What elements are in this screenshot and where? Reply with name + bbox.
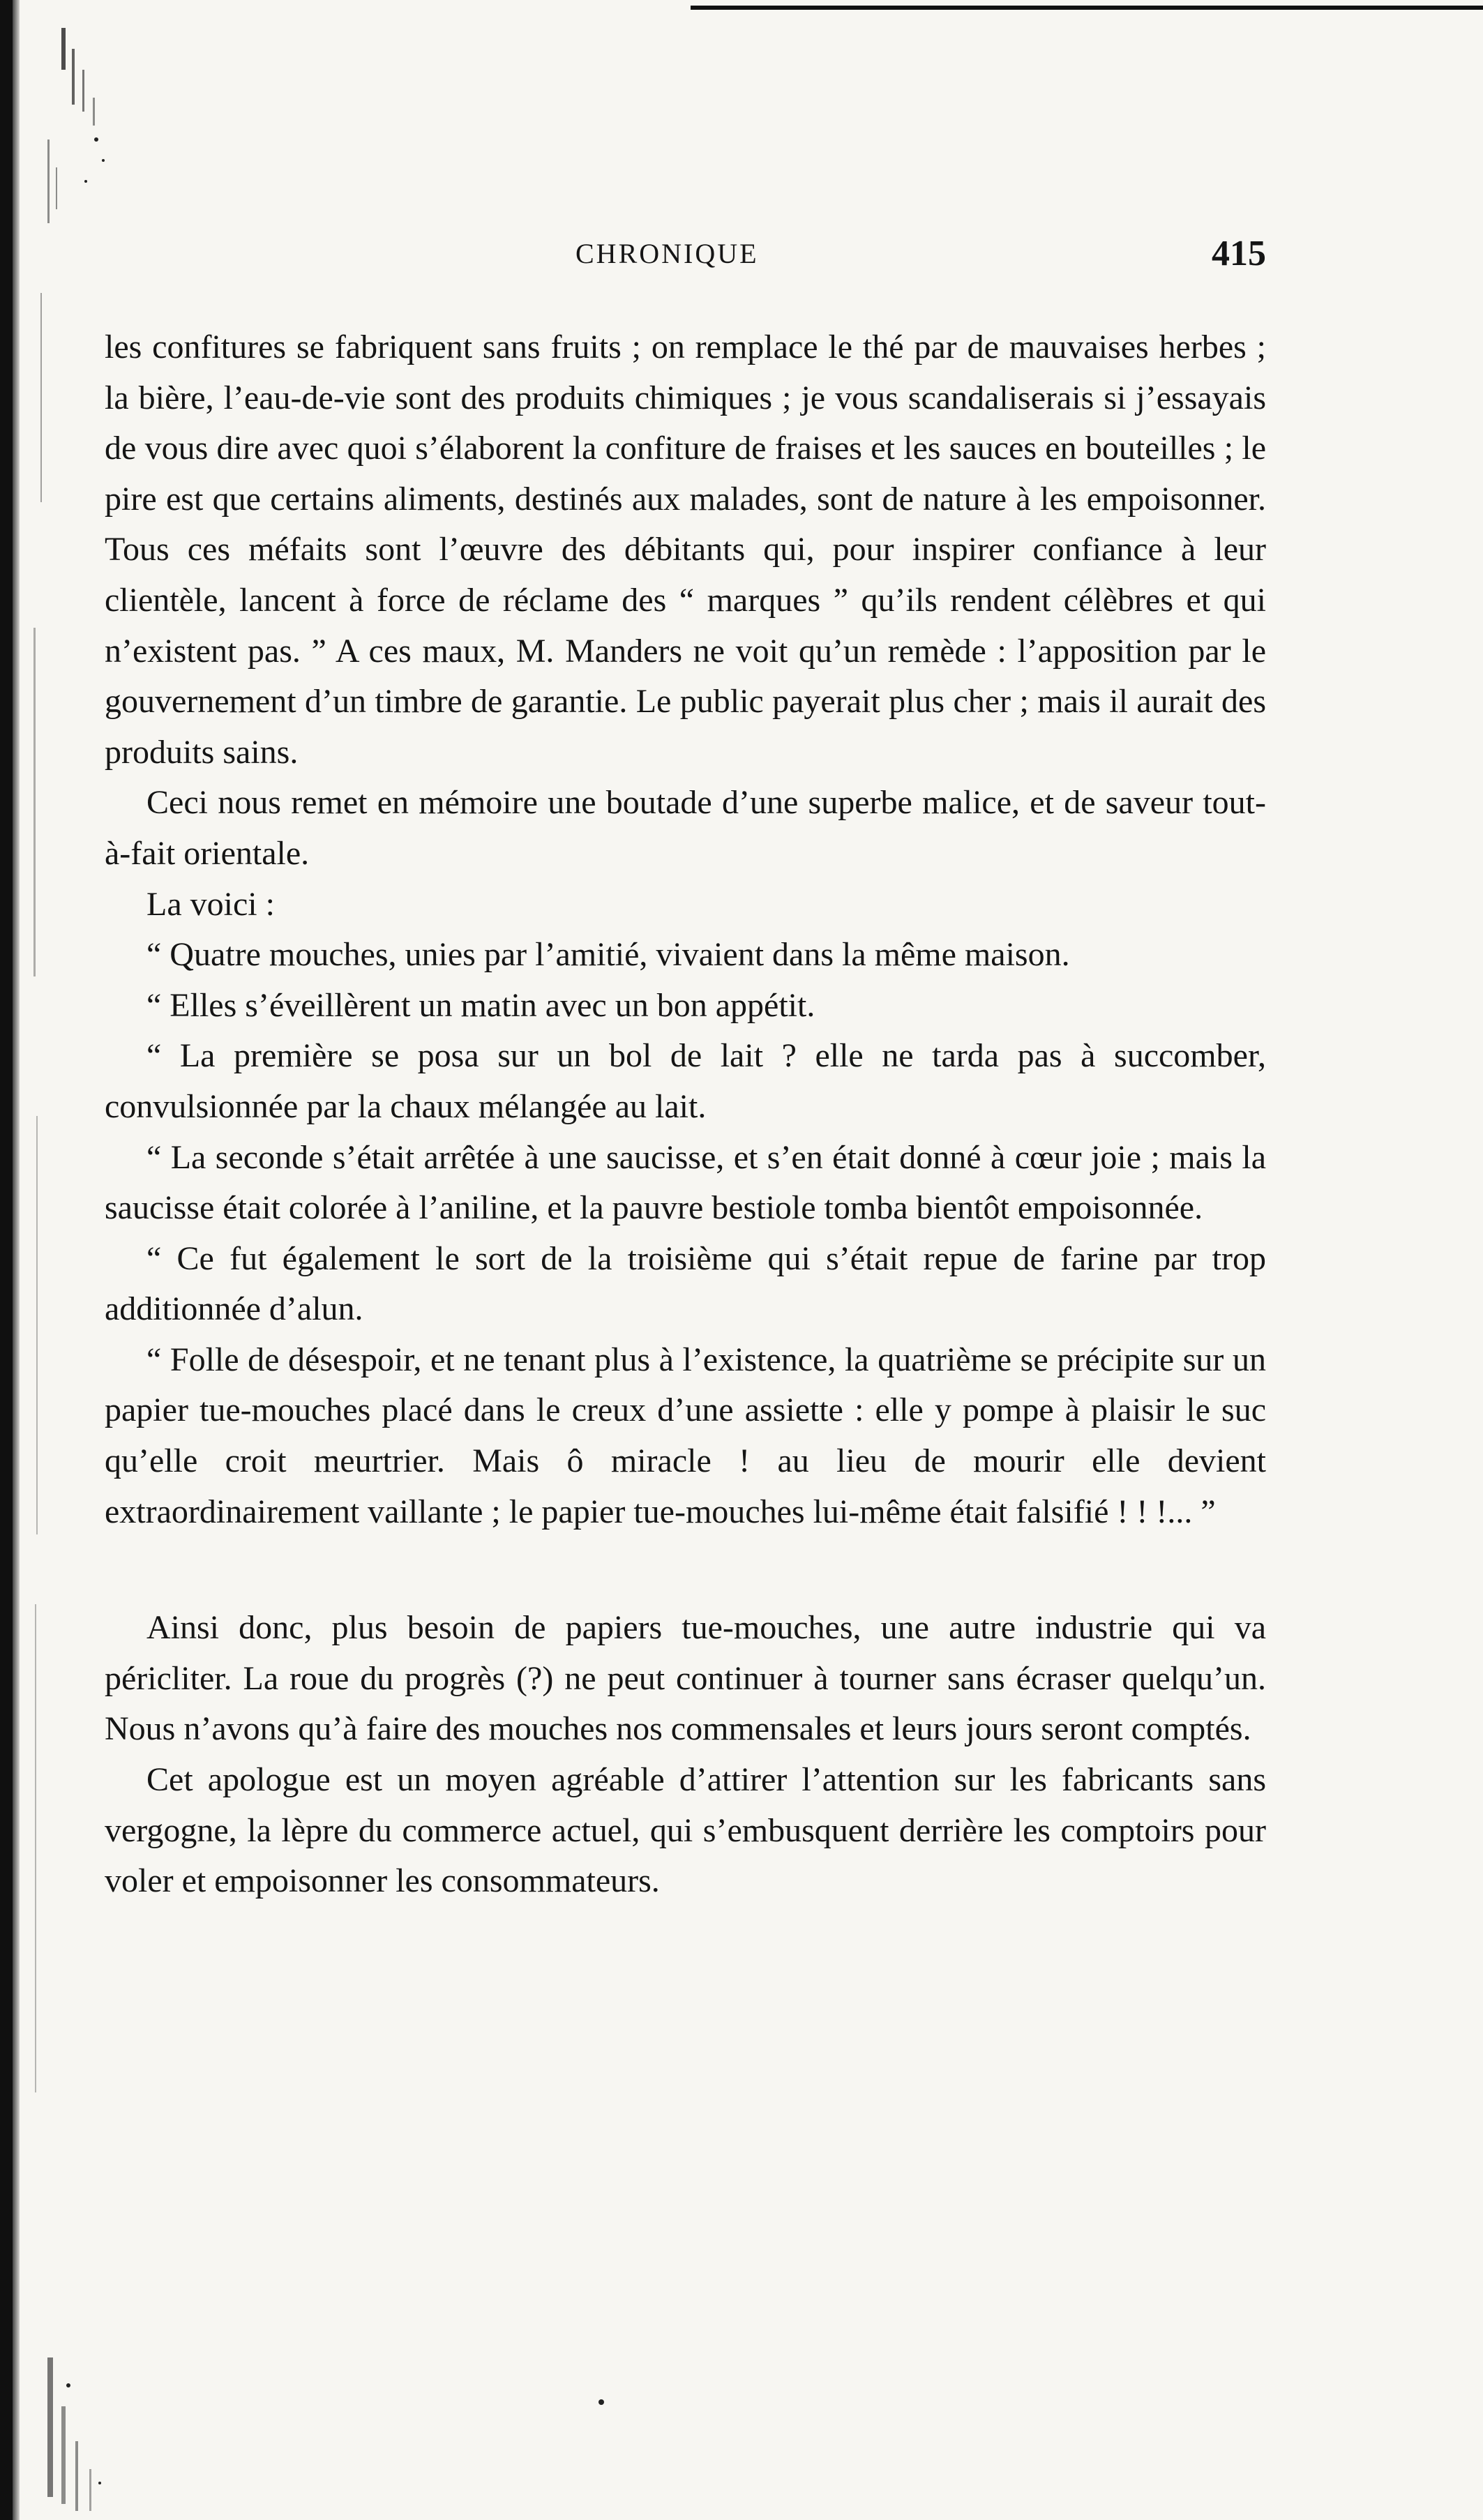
running-head: [105, 234, 1266, 279]
gutter-specks: [20, 0, 110, 2520]
binding-shadow-gradient: [13, 0, 20, 2520]
quote-paragraph: “ Elles s’éveillèrent un matin avec un bon appétit.: [146, 986, 815, 1024]
quote-paragraph: “ La première se posa sur un bol de lait ? elle ne tarda pas à succomber, convulsionnée par la chaux mélangée au lait.: [105, 1037, 1266, 1125]
top-edge-rule: [691, 6, 1483, 10]
quote-paragraph: “ La seconde s’était arrêtée à une saucisse, et s’en était donné à cœur joie ; mais la saucisse était colorée à l’aniline, et la pauvre bestiole tomba bientôt empoisonnée.: [105, 1138, 1266, 1227]
page-number: 415: [1212, 234, 1266, 273]
ink-speck: [599, 2399, 604, 2405]
quote-paragraph: “ Quatre mouches, unies par l’amitié, vivaient dans la même maison.: [146, 936, 1070, 974]
paragraph: Ainsi donc, plus besoin de papiers tue-mouches, une autre industrie qui va péricliter. La roue du progrès (?) ne peut continuer à tourner sans écraser quelqu’un. Nous n’avons qu’à faire des mouches nos commensales et leurs jours seront comptés.: [105, 1609, 1266, 1748]
body-text: [105, 322, 1266, 1907]
running-title: CHRONIQUE: [575, 238, 759, 269]
paragraph-continued: les confitures se fabriquent sans fruits ; on remplace le thé par de mauvaises herbes ; la bière, l’eau-de-vie sont des produits chimiques ; je vous scandaliserais si j’essayais de vous dire avec quoi s’élaborent la confiture de fraises et les sauces en bouteilles ; le pire est que certains aliments, destinés aux malades, sont de nature à les empoisonner. Tous ces méfaits sont l’œuvre des débitants qui, pour inspirer confiance à leur clientèle, lancent à force de réclame des “ marques ” qu’ils rendent célèbres et qui n’existent pas. ” A ces maux, M. Manders ne voit qu’un remède : l’apposition par le gouvernement d’un timbre de garantie. Le public payerait plus cher ; mais il aurait des produits sains.: [105, 329, 1266, 771]
quote-paragraph: “ Folle de désespoir, et ne tenant plus à l’existence, la quatrième se précipite sur un papier tue-mouches placé dans le creux d’une assiette : elle y pompe à plaisir le suc qu’elle croit meurtrier. Mais ô miracle ! au lieu de mourir elle devient extraordinairement vaillante ; le papier tue-mouches lui-même était falsifié ! ! !... ”: [105, 1341, 1266, 1530]
quote-paragraph: “ Ce fut également le sort de la troisième qui s’était repue de farine par trop additionnée d’alun.: [105, 1239, 1266, 1328]
paragraph: Cet apologue est un moyen agréable d’attirer l’attention sur les fabricants sans vergogne, la lèpre du commerce actuel, qui s’embusquent derrière les comptoirs pour voler et empoisonner les consommateurs.: [105, 1761, 1266, 1900]
paragraph: La voici :: [146, 885, 275, 923]
paragraph: Ceci nous remet en mémoire une boutade d’une superbe malice, et de saveur tout-à-fait orientale.: [105, 784, 1266, 872]
binding-shadow: [0, 0, 13, 2520]
